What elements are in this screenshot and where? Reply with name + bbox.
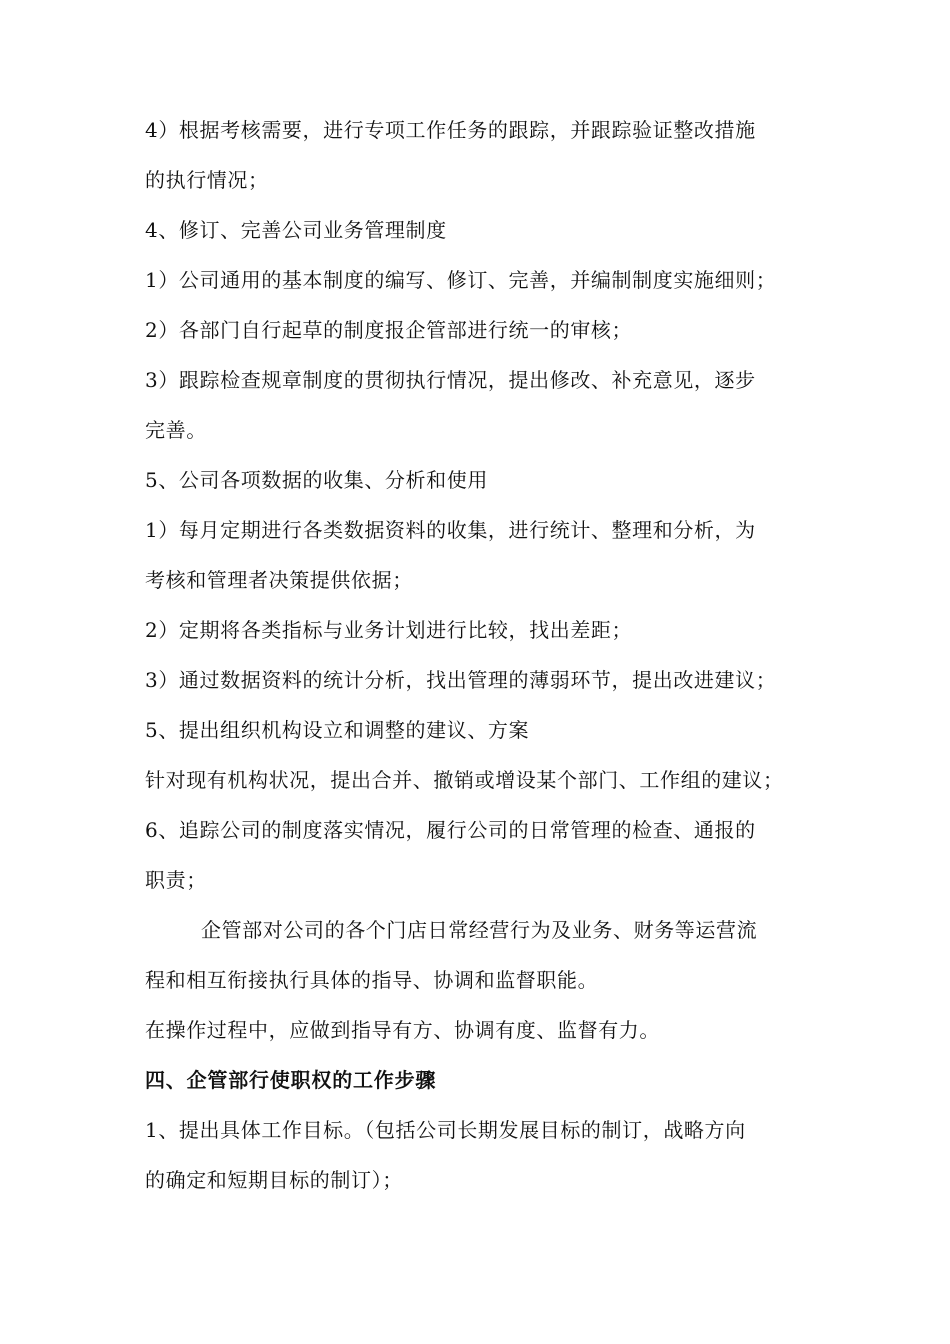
paragraph-line: 在操作过程中，应做到指导有方、协调有度、监督有力。 <box>145 1018 660 1042</box>
section-line: 4、修订、完善公司业务管理制度 <box>145 218 447 242</box>
paragraph-line: 3）跟踪检查规章制度的贯彻执行情况，提出修改、补充意见，逐步 <box>145 368 756 392</box>
paragraph-line: 3）通过数据资料的统计分析，找出管理的薄弱环节，提出改进建议； <box>145 668 777 692</box>
section-heading: 四、企管部行使职权的工作步骤 <box>145 1068 437 1092</box>
paragraph-line: 2）各部门自行起草的制度报企管部进行统一的审核； <box>145 318 633 342</box>
paragraph-line: 1、提出具体工作目标。（包括公司长期发展目标的制订，战略方向 <box>145 1118 746 1142</box>
paragraph-line: 4）根据考核需要，进行专项工作任务的跟踪，并跟踪验证整改措施 <box>145 118 756 142</box>
section-line: 5、提出组织机构设立和调整的建议、方案 <box>145 718 530 742</box>
paragraph-line: 的确定和短期目标的制订）； <box>145 1168 403 1192</box>
paragraph-line: 程和相互衔接执行具体的指导、协调和监督职能。 <box>145 968 599 992</box>
indented-paragraph-line: 企管部对公司的各个门店日常经营行为及业务、财务等运营流 <box>201 918 758 942</box>
paragraph-line: 的执行情况； <box>145 168 269 192</box>
section-line: 6、追踪公司的制度落实情况，履行公司的日常管理的检查、通报的 <box>145 818 756 842</box>
paragraph-line: 2）定期将各类指标与业务计划进行比较，找出差距； <box>145 618 633 642</box>
paragraph-line: 1）每月定期进行各类数据资料的收集，进行统计、整理和分析，为 <box>145 518 756 542</box>
paragraph-line: 考核和管理者决策提供依据； <box>145 568 413 592</box>
paragraph-line: 职责； <box>145 868 207 892</box>
section-line: 5、公司各项数据的收集、分析和使用 <box>145 468 488 492</box>
paragraph-line: 1）公司通用的基本制度的编写、修订、完善，并编制制度实施细则； <box>145 268 777 292</box>
paragraph-line: 完善。 <box>145 418 207 442</box>
paragraph-line: 针对现有机构状况，提出合并、撤销或增设某个部门、工作组的建议； <box>145 768 784 792</box>
document-body <box>145 105 810 1205</box>
